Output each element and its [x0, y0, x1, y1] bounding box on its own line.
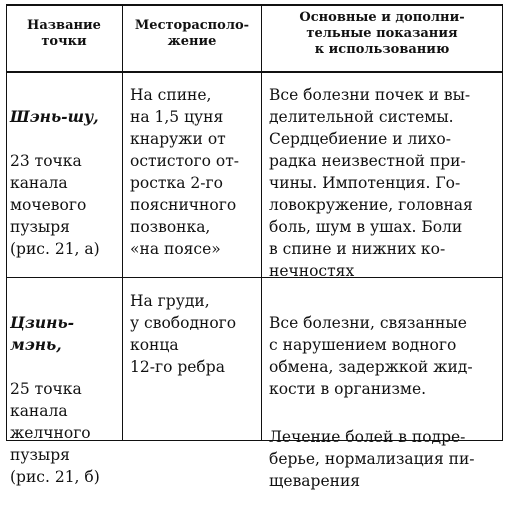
header-location: Месторасполо- жение — [134, 18, 250, 49]
header-bottom-rule — [6, 71, 503, 73]
header-name: Название точки — [27, 18, 101, 49]
row-2-location: На груди, у свободного конца 12-го ребра — [130, 292, 237, 376]
row-1-point — [10, 84, 122, 282]
row-1-indications: Все болезни почек и вы- делительной системы. Сердцебиение и лихо- радка неизвестной при- чины. Импотенция. Го- ловокружение, головная боль, шум в ушах. Боли в спине и нижних ко- нечностях — [269, 86, 473, 280]
column-divider-left-edge — [6, 4, 7, 441]
column-divider-1 — [122, 4, 123, 441]
header-indications: Основные и дополни- тельные показания к использованию — [299, 10, 465, 57]
point-name: Шэнь-шу, — [10, 107, 99, 126]
row-2-indications — [269, 290, 501, 514]
point-description: 23 точка канала мочевого пузыря (рис. 21, а) — [10, 152, 100, 258]
row-2-point — [10, 290, 122, 510]
indications-paragraph-1: Все болезни, связанные с нарушением водного обмена, задержкой жид- кости в организме. — [269, 314, 473, 398]
point-description: 25 точка канала желчного пузыря (рис. 21, б) — [10, 380, 100, 486]
table-top-rule — [6, 4, 503, 6]
column-divider-right-edge — [502, 4, 503, 441]
row-1-location: На спине, на 1,5 цуня кнаружи от остистого от- ростка 2-го поясничного позвонка, «на поясе» — [130, 86, 240, 258]
point-name: Цзинь- мэнь, — [10, 313, 75, 354]
column-divider-2 — [261, 4, 262, 441]
indications-paragraph-2: Лечение болей в подре- берье, нормализация пи- щеварения — [269, 428, 475, 490]
